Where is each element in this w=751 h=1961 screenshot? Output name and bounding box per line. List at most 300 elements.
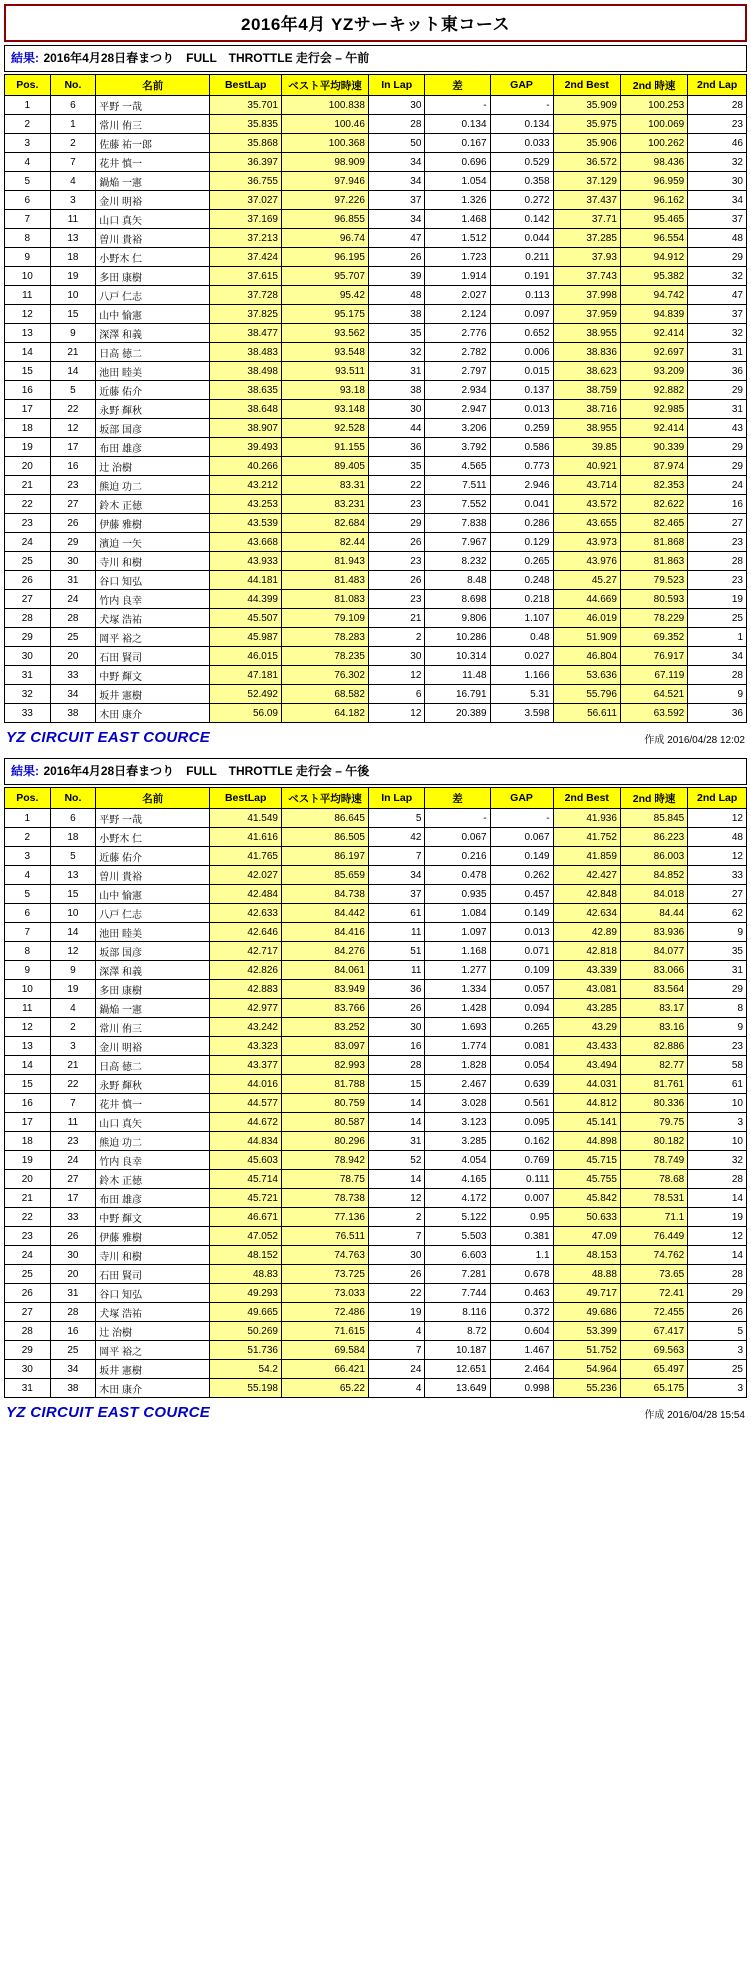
cell-diff: 2.934 — [425, 381, 490, 400]
cell-pos: 17 — [5, 1113, 51, 1132]
cell-avg: 79.109 — [282, 609, 369, 628]
cell-no: 22 — [50, 400, 96, 419]
cell-no: 24 — [50, 1151, 96, 1170]
cell-2best: 35.975 — [553, 115, 620, 134]
cell-gap: 1.107 — [490, 609, 553, 628]
cell-best: 42.883 — [210, 980, 282, 999]
cell-2best: 41.936 — [553, 809, 620, 828]
column-header-bestlap: BestLap — [210, 788, 282, 809]
cell-name: 山口 真矢 — [96, 210, 210, 229]
cell-no: 7 — [50, 153, 96, 172]
cell-2avg: 82.353 — [620, 476, 687, 495]
cell-2lap: 29 — [688, 248, 747, 267]
cell-pos: 8 — [5, 229, 51, 248]
cell-pos: 5 — [5, 885, 51, 904]
cell-avg: 84.738 — [282, 885, 369, 904]
cell-avg: 83.949 — [282, 980, 369, 999]
cell-inlap: 23 — [368, 590, 424, 609]
cell-pos: 19 — [5, 1151, 51, 1170]
cell-pos: 24 — [5, 533, 51, 552]
cell-gap: 2.464 — [490, 1360, 553, 1379]
cell-gap: 0.097 — [490, 305, 553, 324]
table-row — [5, 476, 747, 495]
cell-gap: 0.48 — [490, 628, 553, 647]
cell-inlap: 37 — [368, 191, 424, 210]
cell-2lap: 12 — [688, 847, 747, 866]
cell-2avg: 98.436 — [620, 153, 687, 172]
cell-avg: 83.766 — [282, 999, 369, 1018]
cell-2avg: 65.497 — [620, 1360, 687, 1379]
cell-diff: 9.806 — [425, 609, 490, 628]
cell-diff: 1.084 — [425, 904, 490, 923]
cell-2avg: 76.917 — [620, 647, 687, 666]
cell-gap: 0.142 — [490, 210, 553, 229]
cell-no: 34 — [50, 685, 96, 704]
cell-pos: 26 — [5, 1284, 51, 1303]
cell-2best: 42.634 — [553, 904, 620, 923]
cell-gap: 0.129 — [490, 533, 553, 552]
cell-avg: 92.528 — [282, 419, 369, 438]
cell-avg: 81.943 — [282, 552, 369, 571]
cell-diff: 20.389 — [425, 704, 490, 723]
cell-2lap: 28 — [688, 96, 747, 115]
cell-inlap: 31 — [368, 1132, 424, 1151]
cell-pos: 1 — [5, 96, 51, 115]
cell-best: 38.477 — [210, 324, 282, 343]
cell-2avg: 96.554 — [620, 229, 687, 248]
cell-2lap: 37 — [688, 305, 747, 324]
cell-inlap: 48 — [368, 286, 424, 305]
cell-avg: 78.283 — [282, 628, 369, 647]
cell-no: 1 — [50, 115, 96, 134]
cell-no: 34 — [50, 1360, 96, 1379]
table-row — [5, 923, 747, 942]
cell-avg: 85.659 — [282, 866, 369, 885]
cell-no: 18 — [50, 248, 96, 267]
cell-pos: 18 — [5, 1132, 51, 1151]
cell-no: 6 — [50, 809, 96, 828]
cell-2lap: 29 — [688, 457, 747, 476]
cell-avg: 82.44 — [282, 533, 369, 552]
cell-gap: 0.041 — [490, 495, 553, 514]
cell-no: 15 — [50, 885, 96, 904]
cell-2lap: 27 — [688, 514, 747, 533]
cell-inlap: 22 — [368, 1284, 424, 1303]
cell-name: 近藤 佑介 — [96, 847, 210, 866]
cell-pos: 17 — [5, 400, 51, 419]
cell-2avg: 63.592 — [620, 704, 687, 723]
column-header-name: 名前 — [96, 788, 210, 809]
table-row — [5, 267, 747, 286]
cell-2lap: 10 — [688, 1094, 747, 1113]
section-footer-afternoon — [4, 1398, 747, 1431]
cell-gap: 0.111 — [490, 1170, 553, 1189]
results-table-afternoon — [4, 787, 747, 1398]
cell-avg: 96.855 — [282, 210, 369, 229]
cell-gap: 0.265 — [490, 1018, 553, 1037]
table-row — [5, 1056, 747, 1075]
column-header-2ndlap: 2nd Lap — [688, 75, 747, 96]
cell-avg: 86.645 — [282, 809, 369, 828]
cell-diff: 7.511 — [425, 476, 490, 495]
cell-name: 八戸 仁志 — [96, 904, 210, 923]
cell-name: 伊藤 雅樹 — [96, 514, 210, 533]
cell-2lap: 30 — [688, 172, 747, 191]
column-header-pos: Pos. — [5, 788, 51, 809]
cell-diff: 4.565 — [425, 457, 490, 476]
cell-name: 多田 康樹 — [96, 267, 210, 286]
cell-no: 10 — [50, 286, 96, 305]
cell-inlap: 37 — [368, 885, 424, 904]
cell-2avg: 94.839 — [620, 305, 687, 324]
cell-inlap: 21 — [368, 609, 424, 628]
table-row — [5, 229, 747, 248]
cell-2lap: 46 — [688, 134, 747, 153]
cell-inlap: 38 — [368, 381, 424, 400]
cell-diff: 3.285 — [425, 1132, 490, 1151]
cell-2lap: 32 — [688, 153, 747, 172]
cell-pos: 11 — [5, 286, 51, 305]
column-header-name: 名前 — [96, 75, 210, 96]
cell-2best: 44.898 — [553, 1132, 620, 1151]
cell-name: 花井 慎一 — [96, 153, 210, 172]
table-row — [5, 685, 747, 704]
cell-2avg: 78.749 — [620, 1151, 687, 1170]
cell-avg: 80.587 — [282, 1113, 369, 1132]
cell-pos: 14 — [5, 343, 51, 362]
cell-pos: 30 — [5, 1360, 51, 1379]
cell-2avg: 96.162 — [620, 191, 687, 210]
cell-gap: 0.259 — [490, 419, 553, 438]
cell-no: 23 — [50, 476, 96, 495]
cell-name: 犬塚 浩祐 — [96, 609, 210, 628]
cell-avg: 95.42 — [282, 286, 369, 305]
cell-inlap: 14 — [368, 1170, 424, 1189]
cell-name: 犬塚 浩祐 — [96, 1303, 210, 1322]
cell-diff: 2.467 — [425, 1075, 490, 1094]
cell-name: 日高 徳二 — [96, 343, 210, 362]
result-label: 結果: — [11, 764, 39, 778]
cell-2best: 37.743 — [553, 267, 620, 286]
cell-no: 30 — [50, 1246, 96, 1265]
cell-no: 20 — [50, 647, 96, 666]
cell-gap: 0.381 — [490, 1227, 553, 1246]
cell-gap: - — [490, 96, 553, 115]
cell-diff: 4.054 — [425, 1151, 490, 1170]
table-row — [5, 1094, 747, 1113]
table-row — [5, 115, 747, 134]
cell-gap: 0.071 — [490, 942, 553, 961]
cell-inlap: 26 — [368, 1265, 424, 1284]
cell-name: 石田 賢司 — [96, 647, 210, 666]
column-header-2ndspeed: 2nd 時速 — [620, 788, 687, 809]
cell-2best: 35.909 — [553, 96, 620, 115]
cell-pos: 13 — [5, 324, 51, 343]
cell-avg: 66.421 — [282, 1360, 369, 1379]
cell-avg: 100.838 — [282, 96, 369, 115]
cell-diff: 13.649 — [425, 1379, 490, 1398]
cell-2avg: 73.65 — [620, 1265, 687, 1284]
cell-2lap: 14 — [688, 1189, 747, 1208]
cell-no: 25 — [50, 1341, 96, 1360]
cell-gap: - — [490, 809, 553, 828]
cell-avg: 83.31 — [282, 476, 369, 495]
cell-inlap: 4 — [368, 1322, 424, 1341]
cell-diff: 1.723 — [425, 248, 490, 267]
cell-best: 38.498 — [210, 362, 282, 381]
cell-name: 谷口 知弘 — [96, 1284, 210, 1303]
cell-gap: 0.109 — [490, 961, 553, 980]
cell-name: 熊迫 功二 — [96, 1132, 210, 1151]
cell-2lap: 31 — [688, 343, 747, 362]
cell-no: 15 — [50, 305, 96, 324]
cell-inlap: 30 — [368, 1018, 424, 1037]
cell-name: 寺川 和樹 — [96, 1246, 210, 1265]
cell-2best: 38.955 — [553, 419, 620, 438]
cell-2avg: 95.382 — [620, 267, 687, 286]
cell-pos: 22 — [5, 1208, 51, 1227]
cell-2best: 45.715 — [553, 1151, 620, 1170]
cell-2best: 37.285 — [553, 229, 620, 248]
cell-2avg: 86.223 — [620, 828, 687, 847]
cell-2avg: 81.761 — [620, 1075, 687, 1094]
cell-no: 29 — [50, 533, 96, 552]
cell-2lap: 10 — [688, 1132, 747, 1151]
table-row — [5, 1170, 747, 1189]
cell-best: 36.755 — [210, 172, 282, 191]
cell-best: 47.181 — [210, 666, 282, 685]
cell-no: 2 — [50, 1018, 96, 1037]
cell-inlap: 52 — [368, 1151, 424, 1170]
cell-name: 山中 愉憲 — [96, 305, 210, 324]
cell-gap: 0.678 — [490, 1265, 553, 1284]
cell-diff: 8.48 — [425, 571, 490, 590]
cell-2avg: 72.455 — [620, 1303, 687, 1322]
cell-pos: 32 — [5, 685, 51, 704]
cell-pos: 23 — [5, 514, 51, 533]
cell-name: 鍋焔 一憲 — [96, 999, 210, 1018]
cell-2avg: 90.339 — [620, 438, 687, 457]
cell-name: 布田 雄彦 — [96, 1189, 210, 1208]
cell-2avg: 86.003 — [620, 847, 687, 866]
cell-inlap: 15 — [368, 1075, 424, 1094]
cell-2avg: 78.229 — [620, 609, 687, 628]
cell-2lap: 47 — [688, 286, 747, 305]
cell-name: 辻 治樹 — [96, 1322, 210, 1341]
table-row — [5, 1132, 747, 1151]
table-row — [5, 305, 747, 324]
table-header-row — [5, 788, 747, 809]
cell-2lap: 25 — [688, 609, 747, 628]
cell-avg: 96.195 — [282, 248, 369, 267]
column-header-inlap: In Lap — [368, 788, 424, 809]
cell-2best: 36.572 — [553, 153, 620, 172]
cell-2best: 38.716 — [553, 400, 620, 419]
table-row — [5, 210, 747, 229]
cell-2avg: 92.414 — [620, 419, 687, 438]
table-row — [5, 1284, 747, 1303]
cell-avg: 84.442 — [282, 904, 369, 923]
table-row — [5, 514, 747, 533]
cell-2best: 45.842 — [553, 1189, 620, 1208]
cell-no: 31 — [50, 1284, 96, 1303]
cell-name: 谷口 知弘 — [96, 571, 210, 590]
table-row — [5, 1341, 747, 1360]
column-header-no: No. — [50, 75, 96, 96]
cell-best: 43.377 — [210, 1056, 282, 1075]
cell-avg: 97.946 — [282, 172, 369, 191]
cell-2lap: 19 — [688, 590, 747, 609]
cell-diff: - — [425, 809, 490, 828]
cell-pos: 21 — [5, 476, 51, 495]
cell-best: 37.213 — [210, 229, 282, 248]
cell-avg: 74.763 — [282, 1246, 369, 1265]
column-header-inlap: In Lap — [368, 75, 424, 96]
cell-best: 45.507 — [210, 609, 282, 628]
cell-diff: 1.693 — [425, 1018, 490, 1037]
cell-pos: 9 — [5, 248, 51, 267]
cell-inlap: 14 — [368, 1113, 424, 1132]
cell-avg: 78.75 — [282, 1170, 369, 1189]
cell-name: 山中 愉憲 — [96, 885, 210, 904]
cell-2lap: 29 — [688, 1284, 747, 1303]
cell-inlap: 50 — [368, 134, 424, 153]
cell-best: 43.539 — [210, 514, 282, 533]
cell-inlap: 34 — [368, 866, 424, 885]
cell-best: 43.323 — [210, 1037, 282, 1056]
cell-avg: 78.235 — [282, 647, 369, 666]
cell-gap: 0.248 — [490, 571, 553, 590]
cell-best: 37.728 — [210, 286, 282, 305]
cell-diff: 1.468 — [425, 210, 490, 229]
cell-2best: 46.019 — [553, 609, 620, 628]
cell-name: 小野木 仁 — [96, 828, 210, 847]
cell-2lap: 12 — [688, 809, 747, 828]
cell-2lap: 19 — [688, 1208, 747, 1227]
cell-2lap: 3 — [688, 1113, 747, 1132]
cell-name: 岡平 裕之 — [96, 1341, 210, 1360]
brand-label: YZ CIRCUIT EAST COURCE — [6, 729, 211, 746]
cell-name: 竹内 良幸 — [96, 1151, 210, 1170]
document-title-box — [4, 4, 747, 42]
cell-2best: 49.686 — [553, 1303, 620, 1322]
cell-avg: 65.22 — [282, 1379, 369, 1398]
cell-diff: 0.935 — [425, 885, 490, 904]
cell-2best: 44.812 — [553, 1094, 620, 1113]
cell-avg: 73.725 — [282, 1265, 369, 1284]
cell-2best: 54.964 — [553, 1360, 620, 1379]
cell-name: 多田 康樹 — [96, 980, 210, 999]
cell-name: 鈴木 正徳 — [96, 495, 210, 514]
cell-2best: 38.955 — [553, 324, 620, 343]
cell-2lap: 43 — [688, 419, 747, 438]
cell-name: 常川 侑三 — [96, 115, 210, 134]
cell-best: 44.016 — [210, 1075, 282, 1094]
cell-pos: 14 — [5, 1056, 51, 1075]
cell-gap: 0.639 — [490, 1075, 553, 1094]
cell-2best: 48.88 — [553, 1265, 620, 1284]
cell-2best: 41.859 — [553, 847, 620, 866]
cell-best: 45.721 — [210, 1189, 282, 1208]
cell-2lap: 34 — [688, 647, 747, 666]
cell-inlap: 24 — [368, 1360, 424, 1379]
cell-gap: 0.211 — [490, 248, 553, 267]
table-row — [5, 885, 747, 904]
cell-avg: 81.083 — [282, 590, 369, 609]
cell-avg: 98.909 — [282, 153, 369, 172]
cell-pos: 29 — [5, 628, 51, 647]
cell-2avg: 82.886 — [620, 1037, 687, 1056]
cell-pos: 4 — [5, 866, 51, 885]
cell-inlap: 4 — [368, 1379, 424, 1398]
cell-diff: 8.698 — [425, 590, 490, 609]
column-header-diff: 差 — [425, 75, 490, 96]
cell-no: 4 — [50, 999, 96, 1018]
table-row — [5, 866, 747, 885]
table-row — [5, 191, 747, 210]
cell-inlap: 19 — [368, 1303, 424, 1322]
cell-gap: 0.054 — [490, 1056, 553, 1075]
cell-name: 鈴木 正徳 — [96, 1170, 210, 1189]
cell-diff: 7.838 — [425, 514, 490, 533]
cell-2lap: 33 — [688, 866, 747, 885]
cell-2best: 45.141 — [553, 1113, 620, 1132]
cell-best: 44.834 — [210, 1132, 282, 1151]
cell-no: 22 — [50, 1075, 96, 1094]
cell-diff: 0.478 — [425, 866, 490, 885]
cell-2avg: 80.593 — [620, 590, 687, 609]
cell-pos: 1 — [5, 809, 51, 828]
cell-best: 54.2 — [210, 1360, 282, 1379]
cell-2best: 37.437 — [553, 191, 620, 210]
cell-2lap: 5 — [688, 1322, 747, 1341]
cell-2lap: 28 — [688, 552, 747, 571]
cell-diff: 6.603 — [425, 1246, 490, 1265]
cell-name: 池田 睦美 — [96, 362, 210, 381]
cell-name: 熊迫 功二 — [96, 476, 210, 495]
cell-pos: 25 — [5, 1265, 51, 1284]
column-header-2ndlap: 2nd Lap — [688, 788, 747, 809]
cell-inlap: 31 — [368, 362, 424, 381]
table-row — [5, 1189, 747, 1208]
cell-diff: 1.097 — [425, 923, 490, 942]
cell-avg: 95.175 — [282, 305, 369, 324]
cell-diff: 0.067 — [425, 828, 490, 847]
cell-gap: 0.262 — [490, 866, 553, 885]
cell-diff: 7.744 — [425, 1284, 490, 1303]
cell-2best: 50.633 — [553, 1208, 620, 1227]
cell-gap: 0.067 — [490, 828, 553, 847]
table-header-row — [5, 75, 747, 96]
cell-2avg: 84.077 — [620, 942, 687, 961]
cell-name: 深澤 和義 — [96, 961, 210, 980]
cell-diff: 0.134 — [425, 115, 490, 134]
cell-2lap: 14 — [688, 1246, 747, 1265]
table-row — [5, 1360, 747, 1379]
cell-best: 36.397 — [210, 153, 282, 172]
cell-2best: 43.572 — [553, 495, 620, 514]
cell-best: 35.701 — [210, 96, 282, 115]
cell-gap: 0.586 — [490, 438, 553, 457]
cell-best: 55.198 — [210, 1379, 282, 1398]
cell-inlap: 23 — [368, 495, 424, 514]
cell-2avg: 87.974 — [620, 457, 687, 476]
result-value: 2016年4月28日春まつり FULL THROTTLE 走行会 – 午前 — [43, 51, 370, 65]
table-row — [5, 828, 747, 847]
table-row — [5, 1151, 747, 1170]
cell-no: 14 — [50, 362, 96, 381]
cell-name: 中野 輝文 — [96, 666, 210, 685]
